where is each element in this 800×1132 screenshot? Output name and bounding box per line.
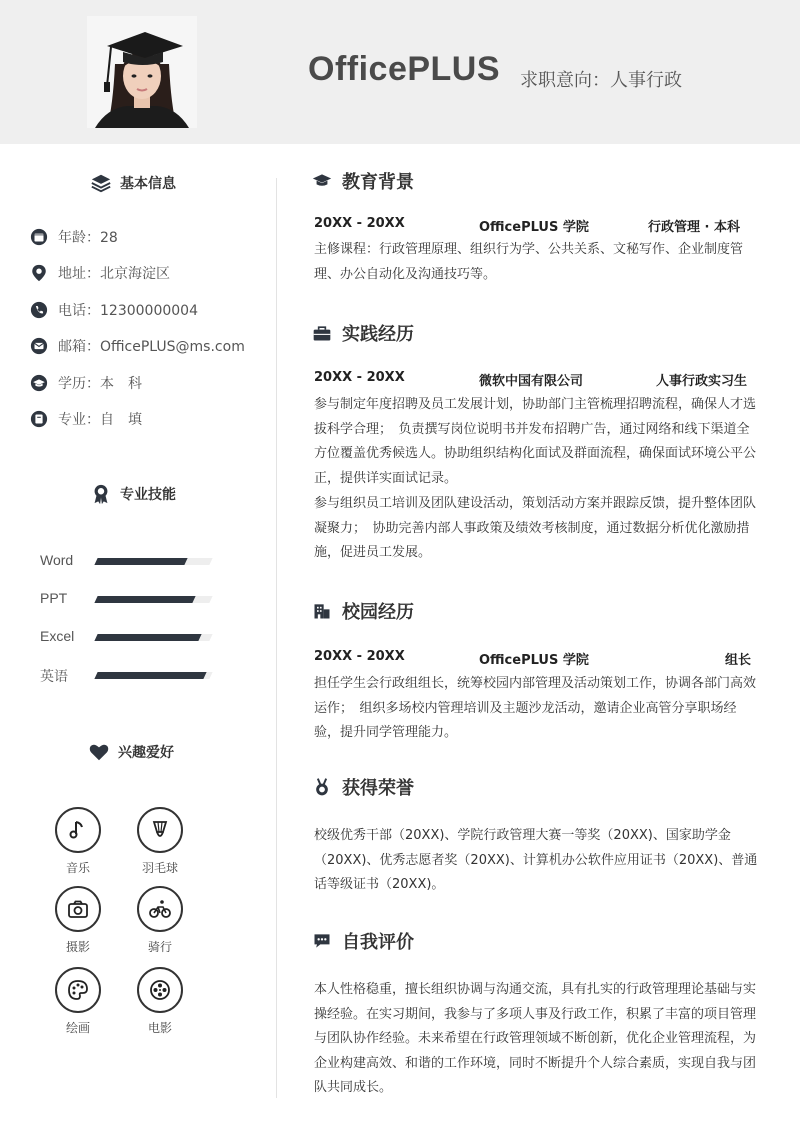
- hobby-movie: [135, 967, 185, 1036]
- skills-title: 专业技能: [120, 487, 176, 503]
- honors-heading: [312, 774, 414, 800]
- heart-icon: [88, 741, 110, 763]
- skill-english: [40, 666, 220, 686]
- camera-icon: [66, 897, 90, 921]
- hobbies-title: 兴趣爱好: [118, 745, 174, 761]
- skill-label: PPT: [40, 590, 68, 606]
- book-icon: [30, 410, 48, 428]
- skill-track: [94, 558, 212, 565]
- campus-title: 校园经历: [342, 602, 414, 623]
- hobby-music: [53, 807, 103, 876]
- campus-period: 20XX - 20XX: [314, 649, 405, 664]
- info-education: [30, 373, 142, 393]
- info-address-text: 地址：北京海淀区: [58, 266, 170, 282]
- hobby-badminton: [135, 807, 185, 876]
- hobby-painting: [53, 967, 103, 1036]
- bicycle-icon: [148, 897, 172, 921]
- column-divider: [276, 178, 277, 1098]
- basic-info-title: 基本信息: [120, 176, 176, 192]
- practice-company: 微软中国有限公司: [479, 374, 584, 389]
- info-major: [30, 409, 142, 429]
- job-intent: 求职意向：人事行政: [520, 70, 682, 91]
- honors-title: 获得荣誉: [342, 778, 414, 799]
- skill-ppt: [40, 590, 220, 610]
- hobbies-heading: [88, 741, 174, 763]
- hobby-cycling: [135, 886, 185, 955]
- phone-icon: [30, 301, 48, 319]
- practice-heading: [312, 320, 414, 346]
- hobby-label: 电影: [147, 1021, 172, 1035]
- graduation-cap-icon: [30, 374, 48, 392]
- skill-fill: [94, 596, 195, 603]
- education-heading: [312, 168, 414, 194]
- award-ribbon-icon: [90, 483, 112, 505]
- location-pin-icon: [30, 264, 48, 282]
- campus-role: 组长: [725, 653, 752, 668]
- self-eval-heading: [312, 928, 414, 954]
- basic-info-heading: [90, 172, 176, 194]
- graduate-portrait-image: [87, 16, 197, 128]
- skill-word: [40, 552, 220, 572]
- profile-photo: [87, 16, 197, 128]
- skill-fill: [94, 634, 201, 641]
- medal-icon: [312, 777, 332, 797]
- self-eval-title: 自我评价: [342, 932, 414, 953]
- candidate-name: OfficePLUS: [308, 50, 501, 88]
- building-icon: [312, 601, 332, 621]
- practice-paragraph-2: 参与组织员工培训及团队建设活动，策划活动方案并跟踪反馈，提升整体团队凝聚力； 协助完善内部人事政策及绩效考核制度，通过数据分析优化激励措施，促进员工发展。: [314, 496, 757, 560]
- calendar-icon: [30, 228, 48, 246]
- skill-fill: [94, 558, 187, 565]
- hobby-label: 绘画: [65, 1021, 90, 1035]
- skill-track: [94, 672, 212, 679]
- info-age: [30, 227, 118, 247]
- skill-fill: [94, 672, 207, 679]
- palette-icon: [66, 978, 90, 1002]
- skill-track: [94, 634, 212, 641]
- education-meta: [314, 216, 760, 236]
- skill-track: [94, 596, 212, 603]
- skill-label: Word: [40, 552, 74, 568]
- info-phone-text: 电话：12300000004: [58, 303, 198, 319]
- education-title: 教育背景: [342, 172, 414, 193]
- chat-bubble-icon: [312, 931, 332, 951]
- info-email-text: 邮箱：OfficePLUS@ms.com: [58, 339, 245, 355]
- hobby-photography: [53, 886, 103, 955]
- badminton-icon: [148, 818, 172, 842]
- info-phone: [30, 300, 198, 320]
- practice-meta: [314, 370, 760, 390]
- practice-role: 人事行政实习生: [656, 374, 748, 389]
- info-age-text: 年龄：28: [58, 230, 118, 246]
- info-email: [30, 336, 245, 356]
- campus-heading: [312, 598, 414, 624]
- campus-description: 担任学生会行政组组长，统筹校园内部管理及活动策划工作，协调各部门高效运作； 组织多场校内管理培训及主题沙龙活动，邀请企业高管分享职场经验，提升同学管理能力。: [314, 676, 757, 740]
- skill-label: Excel: [40, 628, 75, 644]
- campus-meta: [314, 649, 760, 669]
- hobby-label: 骑行: [147, 940, 172, 954]
- skill-label: 英语: [40, 668, 68, 684]
- hobby-label: 摄影: [65, 940, 90, 954]
- practice-title: 实践经历: [342, 324, 414, 345]
- info-major-text: 专业：自 填: [58, 412, 142, 428]
- info-education-text: 学历：本 科: [58, 376, 142, 392]
- practice-paragraph-1: 参与制定年度招聘及员工发展计划，协助部门主管梳理招聘流程，确保人才选拔科学合理； 负责撰写岗位说明书并发布招聘广告，通过网络和线下渠道全方位覆盖优秀候选人。协助组织结构化面试及群面流程，确保面试环境公平公正，提供详实面试记录。: [314, 397, 757, 486]
- music-icon: [66, 818, 90, 842]
- skill-excel: [40, 628, 220, 648]
- education-school: OfficePLUS 学院: [479, 220, 589, 235]
- education-major: 行政管理 · 本科: [648, 220, 740, 235]
- hobby-label: 羽毛球: [141, 861, 178, 875]
- hobby-label: 音乐: [65, 861, 90, 875]
- campus-school: OfficePLUS 学院: [479, 653, 589, 668]
- layers-icon: [90, 172, 112, 194]
- skills-heading: [90, 483, 176, 505]
- graduation-cap-icon: [312, 171, 332, 191]
- film-reel-icon: [148, 978, 172, 1002]
- honors-list: 校级优秀干部（20XX)、学院行政管理大赛一等奖（20XX)、国家助学金（20XX)、优秀志愿者奖（20XX)、计算机办公软件应用证书（20XX)、普通话等级证书（20XX)。: [314, 828, 758, 892]
- mail-icon: [30, 337, 48, 355]
- education-courses: 主修课程：行政管理原理、组织行为学、公共关系、文秘写作、企业制度管理、办公自动化及沟通技巧等。: [314, 242, 744, 282]
- self-eval-text: 本人性格稳重，擅长组织协调与沟通交流，具有扎实的行政管理理论基础与实操经验。在实习期间，我参与了多项人事及行政工作，积累了丰富的项目管理与团队协作经验。未来希望在行政管理领域不断创新，优化企业管理流程，为企业构建高效、和谐的工作环境，同时不断提升个人综合素质，实现自我与团队共同成长。: [314, 982, 757, 1095]
- education-period: 20XX - 20XX: [314, 216, 405, 231]
- practice-period: 20XX - 20XX: [314, 370, 405, 385]
- resume-header: [0, 0, 800, 144]
- info-address: [30, 263, 170, 283]
- briefcase-icon: [312, 323, 332, 343]
